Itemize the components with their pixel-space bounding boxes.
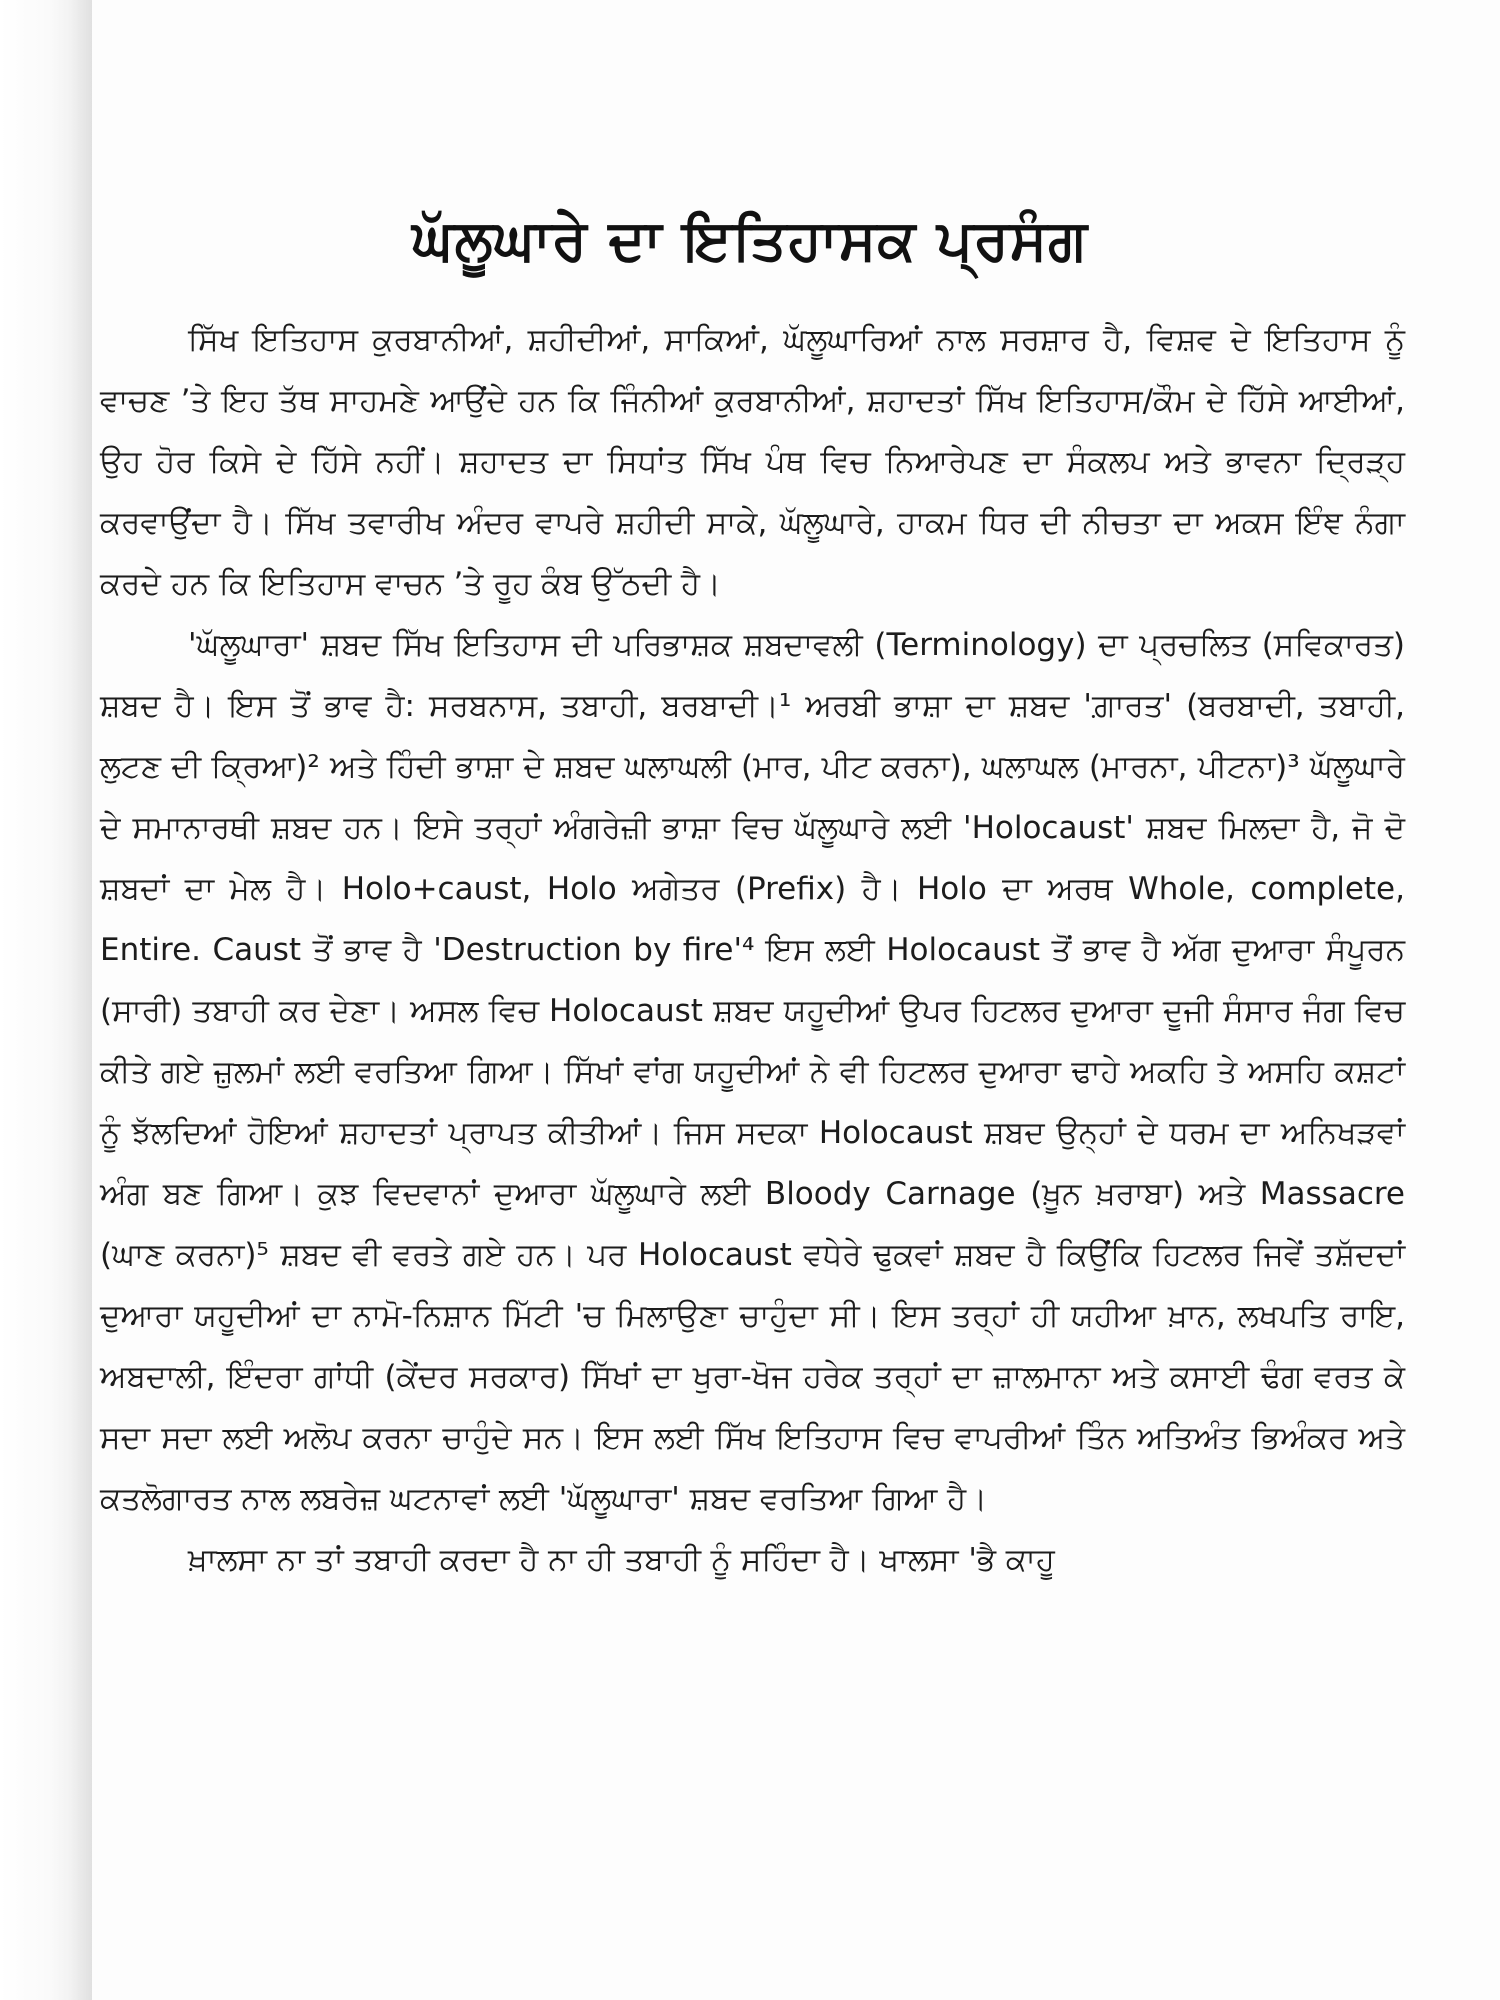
scan-edge-shadow: [70, 0, 92, 2000]
body-text: [100, 310, 1405, 1591]
paragraph-2: 'ਘੱਲੂਘਾਰਾ' ਸ਼ਬਦ ਸਿੱਖ ਇਤਿਹਾਸ ਦੀ ਪਰਿਭਾਸ਼ਕ ਸ਼ਬਦਾਵਲੀ (Terminology) ਦਾ ਪ੍ਰਚਲਿਤ (ਸਵਿਕਾਰਤ) ਸ਼ਬਦ ਹੈ। ਇਸ ਤੋਂ ਭਾਵ ਹੈ: ਸਰਬਨਾਸ, ਤਬਾਹੀ, ਬਰਬਾਦੀ।¹ ਅਰਬੀ ਭਾਸ਼ਾ ਦਾ ਸ਼ਬਦ 'ਗ਼ਾਰਤ' (ਬਰਬਾਦੀ, ਤਬਾਹੀ, ਲੁਟਣ ਦੀ ਕ੍ਰਿਆ)² ਅਤੇ ਹਿੰਦੀ ਭਾਸ਼ਾ ਦੇ ਸ਼ਬਦ ਘਲਾਘਲੀ (ਮਾਰ, ਪੀਟ ਕਰਨਾ), ਘਲਾਘਲ (ਮਾਰਨਾ, ਪੀਟਨਾ)³ ਘੱਲੂਘਾਰੇ ਦੇ ਸਮਾਨਾਰਥੀ ਸ਼ਬਦ ਹਨ। ਇਸੇ ਤਰ੍ਹਾਂ ਅੰਗਰੇਜ਼ੀ ਭਾਸ਼ਾ ਵਿਚ ਘੱਲੂਘਾਰੇ ਲਈ 'Holocaust' ਸ਼ਬਦ ਮਿਲਦਾ ਹੈ, ਜੋ ਦੋ ਸ਼ਬਦਾਂ ਦਾ ਮੇਲ ਹੈ। Holo+caust, Holo ਅਗੇਤਰ (Prefix) ਹੈ। Holo ਦਾ ਅਰਥ Whole, complete, Entire. Caust ਤੋਂ ਭਾਵ ਹੈ 'Destruction by fire'⁴ ਇਸ ਲਈ Holocaust ਤੋਂ ਭਾਵ ਹੈ ਅੱਗ ਦੁਆਰਾ ਸੰਪੂਰਨ (ਸਾਰੀ) ਤਬਾਹੀ ਕਰ ਦੇਣਾ। ਅਸਲ ਵਿਚ Holocaust ਸ਼ਬਦ ਯਹੂਦੀਆਂ ਉਪਰ ਹਿਟਲਰ ਦੁਆਰਾ ਦੂਜੀ ਸੰਸਾਰ ਜੰਗ ਵਿਚ ਕੀਤੇ ਗਏ ਜ਼ੁਲਮਾਂ ਲਈ ਵਰਤਿਆ ਗਿਆ। ਸਿੱਖਾਂ ਵਾਂਗ ਯਹੂਦੀਆਂ ਨੇ ਵੀ ਹਿਟਲਰ ਦੁਆਰਾ ਢਾਹੇ ਅਕਹਿ ਤੇ ਅਸਹਿ ਕਸ਼ਟਾਂ ਨੂੰ ਝੱਲਦਿਆਂ ਹੋਇਆਂ ਸ਼ਹਾਦਤਾਂ ਪ੍ਰਾਪਤ ਕੀਤੀਆਂ। ਜਿਸ ਸਦਕਾ Holocaust ਸ਼ਬਦ ਉਨ੍ਹਾਂ ਦੇ ਧਰਮ ਦਾ ਅਨਿਖੜਵਾਂ ਅੰਗ ਬਣ ਗਿਆ। ਕੁਝ ਵਿਦਵਾਨਾਂ ਦੁਆਰਾ ਘੱਲੂਘਾਰੇ ਲਈ Bloody Carnage (ਖ਼ੂਨ ਖ਼ਰਾਬਾ) ਅਤੇ Massacre (ਘਾਣ ਕਰਨਾ)⁵ ਸ਼ਬਦ ਵੀ ਵਰਤੇ ਗਏ ਹਨ। ਪਰ Holocaust ਵਧੇਰੇ ਢੁਕਵਾਂ ਸ਼ਬਦ ਹੈ ਕਿਉਂਕਿ ਹਿਟਲਰ ਜਿਵੇਂ ਤਸ਼ੱਦਦਾਂ ਦੁਆਰਾ ਯਹੂਦੀਆਂ ਦਾ ਨਾਮੋ-ਨਿਸ਼ਾਨ ਮਿੱਟੀ 'ਚ ਮਿਲਾਉਣਾ ਚਾਹੁੰਦਾ ਸੀ। ਇਸ ਤਰ੍ਹਾਂ ਹੀ ਯਹੀਆ ਖ਼ਾਨ, ਲਖਪਤਿ ਰਾਇ, ਅਬਦਾਲੀ, ਇੰਦਰਾ ਗਾਂਧੀ (ਕੇਂਦਰ ਸਰਕਾਰ) ਸਿੱਖਾਂ ਦਾ ਖੁਰਾ-ਖੋਜ ਹਰੇਕ ਤਰ੍ਹਾਂ ਦਾ ਜ਼ਾਲਮਾਨਾ ਅਤੇ ਕਸਾਈ ਢੰਗ ਵਰਤ ਕੇ ਸਦਾ ਸਦਾ ਲਈ ਅਲੋਪ ਕਰਨਾ ਚਾਹੁੰਦੇ ਸਨ। ਇਸ ਲਈ ਸਿੱਖ ਇਤਿਹਾਸ ਵਿਚ ਵਾਪਰੀਆਂ ਤਿੰਨ ਅਤਿਅੰਤ ਭਿਅੰਕਰ ਅਤੇ ਕਤਲੋਗਾਰਤ ਨਾਲ ਲਬਰੇਜ਼ ਘਟਨਾਵਾਂ ਲਈ 'ਘੱਲੂਘਾਰਾ' ਸ਼ਬਦ ਵਰਤਿਆ ਗਿਆ ਹੈ।: [100, 627, 1405, 1517]
chapter-title: ਘੱਲੂਘਾਰੇ ਦਾ ਇਤਿਹਾਸਕ ਪ੍ਰਸੰਗ: [411, 207, 1089, 273]
paragraph-1: ਸਿੱਖ ਇਤਿਹਾਸ ਕੁਰਬਾਨੀਆਂ, ਸ਼ਹੀਦੀਆਂ, ਸਾਕਿਆਂ, ਘੱਲੂਘਾਰਿਆਂ ਨਾਲ ਸਰਸ਼ਾਰ ਹੈ, ਵਿਸ਼ਵ ਦੇ ਇਤਿਹਾਸ ਨੂੰ ਵਾਚਣ ’ਤੇ ਇਹ ਤੱਥ ਸਾਹਮਣੇ ਆਉਂਦੇ ਹਨ ਕਿ ਜਿੰਨੀਆਂ ਕੁਰਬਾਨੀਆਂ, ਸ਼ਹਾਦਤਾਂ ਸਿੱਖ ਇਤਿਹਾਸ/ਕੌਮ ਦੇ ਹਿੱਸੇ ਆਈਆਂ, ਉਹ ਹੋਰ ਕਿਸੇ ਦੇ ਹਿੱਸੇ ਨਹੀਂ। ਸ਼ਹਾਦਤ ਦਾ ਸਿਧਾਂਤ ਸਿੱਖ ਪੰਥ ਵਿਚ ਨਿਆਰੇਪਣ ਦਾ ਸੰਕਲਪ ਅਤੇ ਭਾਵਨਾ ਦ੍ਰਿੜ੍ਹ ਕਰਵਾਉਂਦਾ ਹੈ। ਸਿੱਖ ਤਵਾਰੀਖ ਅੰਦਰ ਵਾਪਰੇ ਸ਼ਹੀਦੀ ਸਾਕੇ, ਘੱਲੂਘਾਰੇ, ਹਾਕਮ ਧਿਰ ਦੀ ਨੀਚਤਾ ਦਾ ਅਕਸ ਇੰਞ ਨੰਗਾ ਕਰਦੇ ਹਨ ਕਿ ਇਤਿਹਾਸ ਵਾਚਨ ’ਤੇ ਰੂਹ ਕੰਬ ਉੱਠਦੀ ਹੈ।: [100, 322, 1405, 602]
paragraph-3: ਖ਼ਾਲਸਾ ਨਾ ਤਾਂ ਤਬਾਹੀ ਕਰਦਾ ਹੈ ਨਾ ਹੀ ਤਬਾਹੀ ਨੂੰ ਸਹਿੰਦਾ ਹੈ। ਖਾਲਸਾ 'ਭੈ ਕਾਹੂ: [188, 1542, 1055, 1578]
